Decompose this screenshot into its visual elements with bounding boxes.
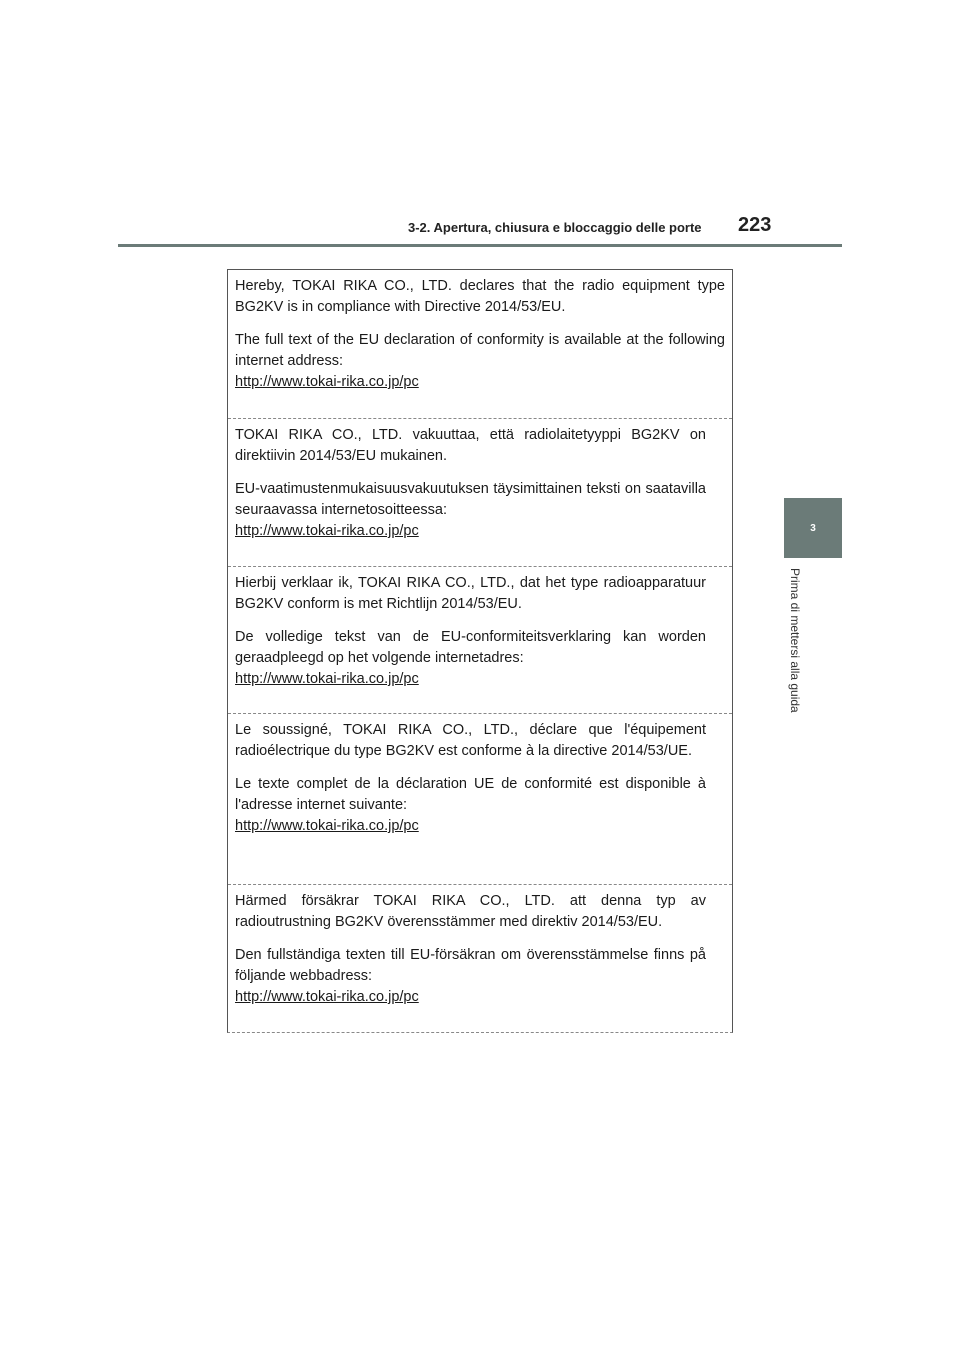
declaration-statement: Le soussigné, TOKAI RIKA CO., LTD., déclare que l'équipement radioélectrique du type BG2KV est conforme à la directive 2014/53/UE. (235, 722, 706, 759)
chapter-tab (784, 498, 842, 558)
declaration-statement: Härmed försäkrar TOKAI RIKA CO., LTD. att denna typ av radioutrustning BG2KV överensstämmer med direktiv 2014/53/EU. (235, 893, 706, 930)
declaration-url-link[interactable]: http://www.tokai-rika.co.jp/pc (235, 989, 419, 1005)
full-text-sentence: Le texte complet de la déclaration UE de conformité est disponible à l'adresse internet suivante: (235, 776, 706, 813)
declaration-block-fr (228, 713, 732, 837)
declaration-full-text-info (235, 330, 725, 393)
declaration-full-text-info (235, 945, 706, 1008)
declaration-block-en (228, 276, 732, 393)
declaration-statement: Hereby, TOKAI RIKA CO., LTD. declares that the radio equipment type BG2KV is in compliance with Directive 2014/53/EU. (235, 278, 725, 315)
chapter-title: Prima di mettersi alla guida (788, 568, 802, 713)
declaration-statement: Hierbij verklaar ik, TOKAI RIKA CO., LTD., dat het type radioapparatuur BG2KV conform is met Richtlijn 2014/53/EU. (235, 575, 706, 612)
page-number: 223 (738, 214, 772, 236)
declaration-full-text-info (235, 479, 706, 542)
declaration-url-link[interactable]: http://www.tokai-rika.co.jp/pc (235, 818, 419, 834)
full-text-sentence: EU-vaatimustenmukaisuusvakuutuksen täysimittainen teksti on saatavilla seuraavassa internetosoitteessa: (235, 481, 706, 518)
declaration-url-link[interactable]: http://www.tokai-rika.co.jp/pc (235, 523, 419, 539)
declaration-block-nl (228, 566, 732, 690)
full-text-sentence: De volledige tekst van de EU-conformiteitsverklaring kan worden geraadpleegd op het volgende internetadres: (235, 629, 706, 666)
declaration-url-link[interactable]: http://www.tokai-rika.co.jp/pc (235, 671, 419, 687)
declaration-full-text-info (235, 774, 706, 837)
full-text-sentence: The full text of the EU declaration of conformity is available at the following internet address: (235, 332, 725, 369)
declaration-box (227, 269, 733, 1033)
declaration-block-sv (228, 884, 732, 1008)
section-title: 3-2. Apertura, chiusura e bloccaggio delle porte (408, 220, 702, 235)
declaration-block-fi (228, 418, 732, 542)
header-rule (118, 244, 842, 247)
declaration-full-text-info (235, 627, 706, 690)
declaration-url-link[interactable]: http://www.tokai-rika.co.jp/pc (235, 374, 419, 390)
full-text-sentence: Den fullständiga texten till EU-försäkran om överensstämmelse finns på följande webbadress: (235, 947, 706, 984)
declaration-statement: TOKAI RIKA CO., LTD. vakuuttaa, että radiolaitetyyppi BG2KV on direktiivin 2014/53/EU mukainen. (235, 427, 706, 464)
chapter-number: 3 (810, 522, 816, 534)
